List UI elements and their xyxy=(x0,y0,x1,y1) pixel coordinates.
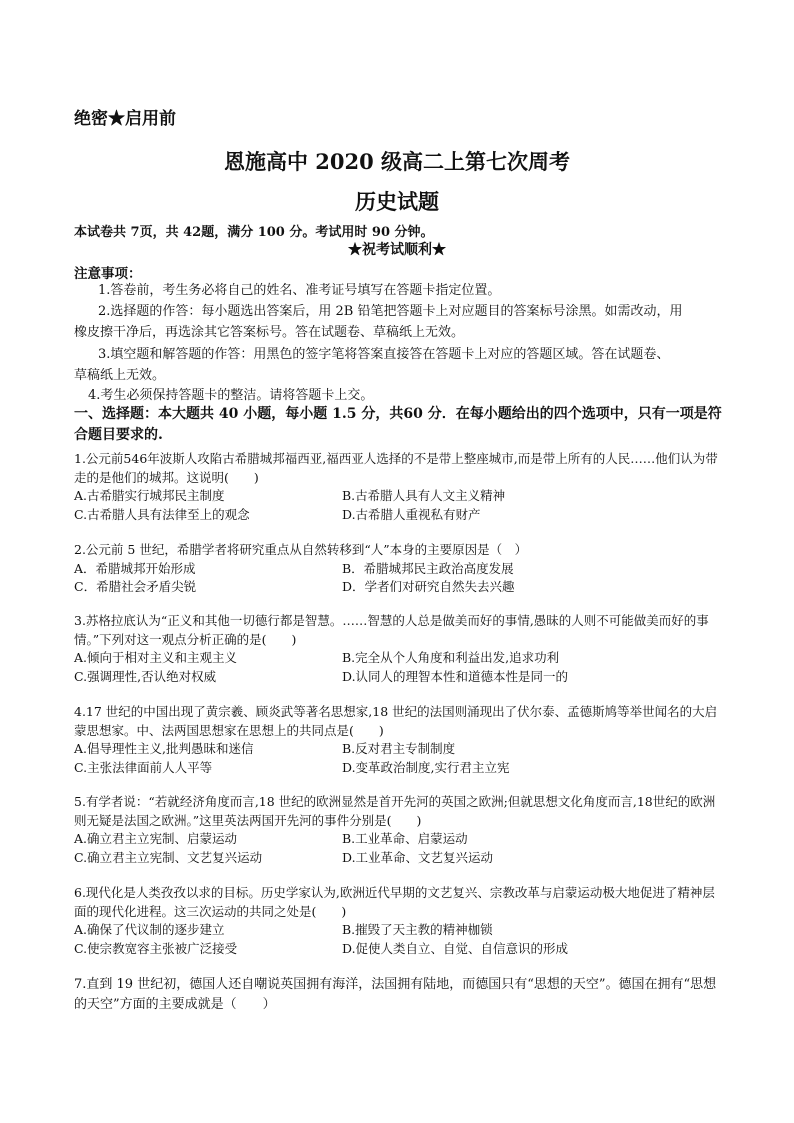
options-grid xyxy=(74,487,724,524)
question-1 xyxy=(74,450,724,524)
question-stem: 5.有学者说：“若就经济角度而言,18 世纪的欧洲显然是首开先河的英国之欧洲;但就思想文化角度而言,18世纪的欧洲则无疑是法国之欧洲。”这里英法两国开先河的事件分别是( ) xyxy=(74,794,716,828)
option-a: A.确立君主立宪制、启蒙运动 xyxy=(74,831,238,846)
option-d: D.工业革命、文艺复兴运动 xyxy=(342,849,494,865)
question-stem: 1.公元前546年波斯人攻陷古希腊城邦福西亚,福西亚人选择的不是带上整座城市,而是带上所有的人民……他们认为带走的是他们的城邦。这说明( ) xyxy=(74,451,718,485)
option-b: B．希腊城邦民主政治高度发展 xyxy=(342,560,514,576)
option-b: B.摧毁了天主教的精神枷锁 xyxy=(342,922,493,937)
section-heading: 一、选择题：本大题共 40 小题，每小题 1.5 分，共60 分．在每小题给出的四个选项中，只有一项是符合题目要求的. xyxy=(74,406,722,443)
question-stem: 4.17 世纪的中国出现了黄宗羲、顾炎武等著名思想家,18 世纪的法国则涌现出了伏尔泰、孟德斯鸠等举世闻名的大启蒙思想家。中、法两国思想家在思想上的共同点是( ) xyxy=(74,704,718,738)
option-a: A.确保了代议制的逐步建立 xyxy=(74,922,225,937)
question-5 xyxy=(74,793,724,867)
option-c: C.强调理性,否认绝对权威 xyxy=(74,668,217,684)
notice-title: 注意事项： xyxy=(74,266,142,282)
notice-item: 3.填空题和解答题的作答：用黑色的签字笔将答案直接答在答题卡上对应的答题区域。答在试题卷、 xyxy=(98,347,670,362)
options-grid xyxy=(74,649,724,686)
option-d: D．学者们对研究自然失去兴趣 xyxy=(342,579,515,594)
question-4 xyxy=(74,703,724,777)
option-c: C.古希腊人具有法律至上的观念 xyxy=(74,506,250,522)
option-d: D.古希腊人重视私有财产 xyxy=(342,506,481,522)
option-b: B.古希腊人具有人文主义精神 xyxy=(342,488,506,503)
option-b: B.工业革命、启蒙运动 xyxy=(342,831,468,846)
confidential-label: 绝密★启用前 xyxy=(74,109,176,129)
option-a: A.古希腊实行城邦民主制度 xyxy=(74,488,225,503)
option-d: D.促使人类自立、自觉、自信意识的形成 xyxy=(342,940,569,956)
question-3 xyxy=(74,612,724,686)
option-b: B.反对君主专制制度 xyxy=(342,741,456,756)
options-grid xyxy=(74,830,724,867)
question-stem: 3.苏格拉底认为“正义和其他一切德行都是智慧。……智慧的人总是做美而好的事情,愚昧的人则不可能做美而好的事情。”下列对这一观点分析正确的是( ) xyxy=(74,613,709,647)
question-7 xyxy=(74,975,724,1015)
notice-item-continued: 橡皮擦干净后，再选涂其它答案标号。答在试题卷、草稿纸上无效。 xyxy=(74,325,465,340)
notice-item: 4.考生必须保持答题卡的整洁。请将答题卡上交。 xyxy=(88,388,374,403)
option-d: D.变革政治制度,实行君主立宪 xyxy=(342,759,510,775)
exam-title: 恩施高中 2020 级高二上第七次周考 xyxy=(223,149,571,174)
option-c: C．希腊社会矛盾尖锐 xyxy=(74,579,197,594)
question-stem: 2.公元前 5 世纪，希腊学者将研究重点从自然转移到“人”本身的主要原因是（ ） xyxy=(74,542,528,557)
option-d: D.认同人的理智本性和道德本性是同一的 xyxy=(342,668,569,684)
option-c: C.确立君主立宪制、文艺复兴运动 xyxy=(74,849,263,865)
notice-item-continued: 草稿纸上无效。 xyxy=(74,368,166,383)
question-2 xyxy=(74,541,724,597)
good-luck-line: ★祝考试顺利★ xyxy=(348,242,446,258)
exam-info: 本试卷共 7页，共 42题，满分 100 分。考试用时 90 分钟。 xyxy=(74,225,434,240)
option-c: C.主张法律面前人人平等 xyxy=(74,759,213,775)
options-grid xyxy=(74,560,724,597)
question-6 xyxy=(74,884,724,958)
option-b: B.完全从个人角度和利益出发,追求功利 xyxy=(342,650,560,665)
options-grid xyxy=(74,921,724,958)
question-stem: 7.直到 19 世纪初，德国人还自嘲说英国拥有海洋，法国拥有陆地，而德国只有“思想的天空”。德国在拥有“思想的天空”方面的主要成就是（ ） xyxy=(74,977,717,1012)
subject-title: 历史试题 xyxy=(355,189,439,214)
notice-item: 1.答卷前，考生务必将自己的姓名、准考证号填写在答题卡指定位置。 xyxy=(98,283,501,298)
options-grid xyxy=(74,740,724,777)
option-a: A.倾向于相对主义和主观主义 xyxy=(74,650,238,665)
option-a: A.倡导理性主义,批判愚昧和迷信 xyxy=(74,741,254,756)
question-stem: 6.现代化是人类孜孜以求的目标。历史学家认为,欧洲近代早期的文艺复兴、宗教改革与启蒙运动极大地促进了精神层面的现代化进程。这三次运动的共同之处是( ) xyxy=(74,885,715,919)
notice-item: 2.选择题的作答：每小题选出答案后，用 2B 铅笔把答题卡上对应题目的答案标号涂黑。如需改动，用 xyxy=(98,304,683,319)
option-c: C.使宗教宽容主张被广泛接受 xyxy=(74,940,238,956)
option-a: A．希腊城邦开始形成 xyxy=(74,560,196,576)
